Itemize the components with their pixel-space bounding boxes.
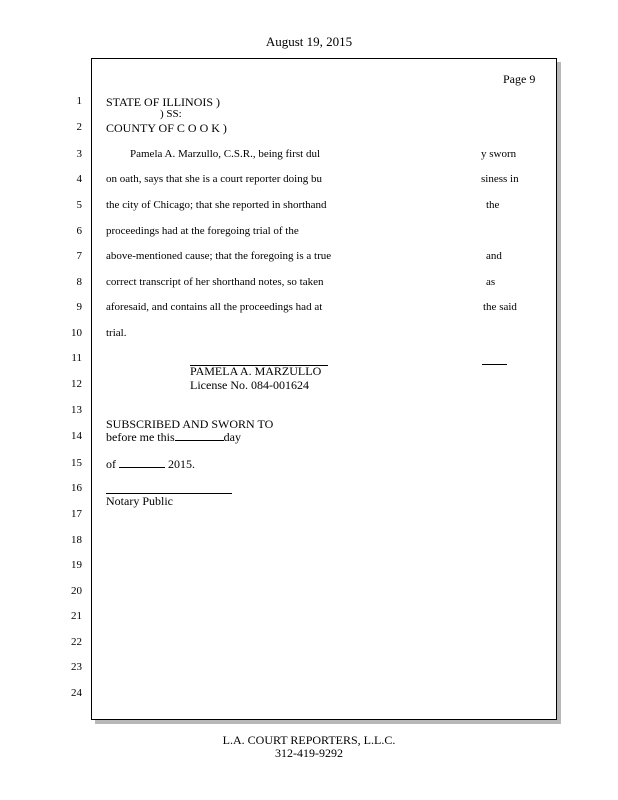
caption-state: STATE OF ILLINOIS )	[106, 95, 221, 109]
caption-ss: ) SS:	[160, 108, 182, 120]
cert-line-9-right: the said	[483, 301, 517, 313]
cert-line-5-left: the city of Chicago; that she reported in shorthand	[106, 199, 327, 211]
line-11-blank-rule	[482, 364, 507, 365]
cert-line-7-left: above-mentioned cause; that the foregoing is a true	[106, 250, 332, 262]
reporter-name: PAMELA A. MARZULLO	[190, 364, 322, 378]
footer-phone: 312-419-9292	[275, 746, 343, 760]
notary-label: Notary Public	[106, 494, 173, 508]
line-number: 15	[71, 457, 82, 469]
line-number: 11	[71, 352, 82, 364]
jurat-of-prefix: of	[106, 457, 116, 471]
jurat-month-blank	[119, 467, 165, 468]
line-number: 19	[71, 559, 82, 571]
cert-line-8-left: correct transcript of her shorthand notes, so taken	[106, 276, 324, 288]
line-number: 16	[71, 482, 82, 494]
line-number: 9	[76, 301, 82, 313]
reporter-license: License No. 084-001624	[190, 378, 309, 392]
line-number: 6	[76, 225, 82, 237]
jurat-before-suffix: day	[223, 430, 241, 444]
line-number: 21	[71, 610, 82, 622]
jurat-before-prefix: before me this	[106, 430, 175, 444]
line-number: 13	[71, 404, 82, 416]
jurat-before-line	[106, 430, 241, 445]
line-number: 17	[71, 508, 82, 520]
line-number: 5	[76, 199, 82, 211]
jurat-of-year: 2015.	[168, 457, 195, 471]
cert-line-4-left: on oath, says that she is a court reporter doing bu	[106, 173, 322, 185]
caption-county: COUNTY OF C O O K )	[106, 121, 227, 135]
line-number: 22	[71, 636, 82, 648]
line-number: 4	[76, 173, 82, 185]
footer-company: L.A. COURT REPORTERS, L.L.C.	[222, 733, 396, 747]
line-number: 2	[76, 121, 82, 133]
line-number: 24	[71, 687, 82, 699]
cert-line-7-right: and	[486, 250, 502, 262]
cert-line-3-left: Pamela A. Marzullo, C.S.R., being first dul	[130, 148, 321, 160]
line-number: 14	[71, 430, 82, 442]
jurat-title: SUBSCRIBED AND SWORN TO	[106, 417, 274, 431]
line-number: 12	[71, 378, 82, 390]
line-number: 1	[76, 95, 82, 107]
cert-line-5-right: the	[486, 199, 500, 211]
line-number: 8	[76, 276, 82, 288]
jurat-of-line	[106, 457, 195, 472]
line-number: 10	[71, 327, 82, 339]
line-number: 3	[76, 148, 82, 160]
cert-line-8-right: as	[486, 276, 496, 288]
line-number: 23	[71, 661, 82, 673]
line-number: 20	[71, 585, 82, 597]
cert-line-10-left: trial.	[106, 327, 127, 339]
page-number-label: Page 9	[503, 72, 536, 86]
cert-line-4-right: siness in	[481, 173, 519, 185]
cert-line-3-right: y sworn	[481, 148, 517, 160]
line-number: 7	[76, 250, 82, 262]
line-number: 18	[71, 534, 82, 546]
cert-line-6-left: proceedings had at the foregoing trial of the	[106, 225, 299, 237]
jurat-day-blank	[175, 440, 224, 441]
cert-line-9-left: aforesaid, and contains all the proceedings had at	[106, 301, 323, 313]
header-date: August 19, 2015	[265, 34, 353, 49]
